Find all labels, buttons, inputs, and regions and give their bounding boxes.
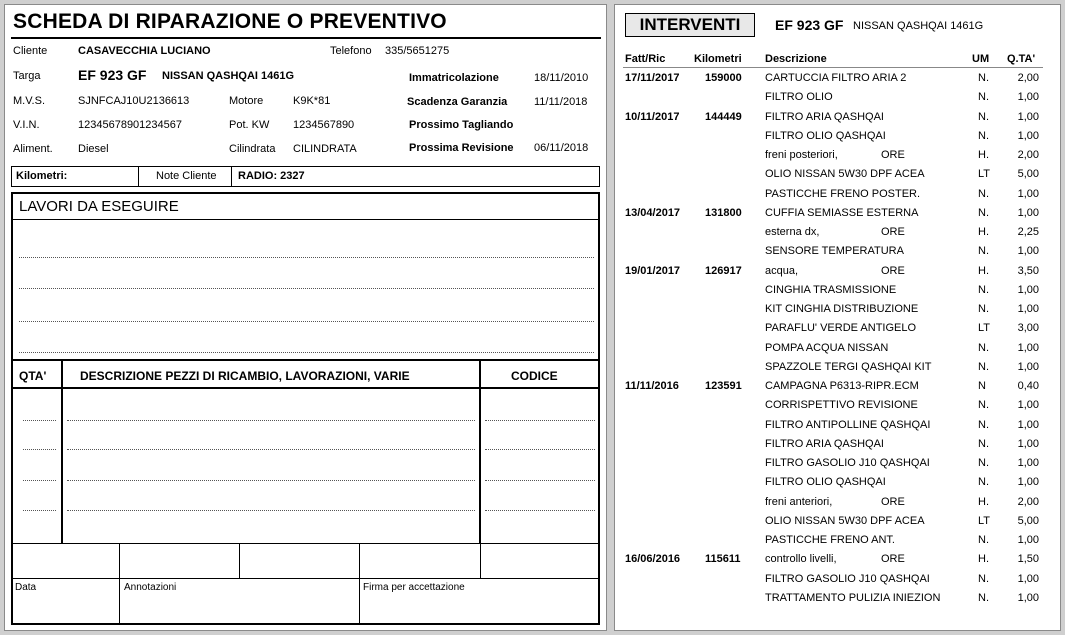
- row-qty: 1,00: [1017, 206, 1039, 219]
- row-qty: 1,00: [1017, 572, 1039, 585]
- revisione-label: Prossima Revisione: [409, 142, 514, 154]
- header-descrizione: Descrizione: [765, 53, 827, 65]
- row-qty: 1,00: [1017, 129, 1039, 142]
- cilindrata-value: CILINDRATA: [293, 143, 357, 155]
- table-row[interactable]: [615, 380, 1062, 399]
- row-um: H.: [978, 495, 989, 508]
- table-row[interactable]: [615, 72, 1062, 91]
- descr-line[interactable]: [67, 510, 475, 511]
- row-qty: 1,00: [1017, 457, 1039, 469]
- scadenza-value: 11/11/2018: [534, 96, 588, 108]
- row-um: N.: [978, 591, 989, 604]
- interventi-targa: EF 923 GF: [775, 17, 844, 33]
- row-qty: 2,25: [1017, 226, 1039, 238]
- table-row[interactable]: [615, 553, 1062, 572]
- qta-line[interactable]: [23, 510, 56, 511]
- table-row[interactable]: [615, 284, 1062, 303]
- table-row[interactable]: [615, 265, 1062, 284]
- descrizione-header: DESCRIZIONE PEZZI DI RICAMBIO, LAVORAZIONI, VARIE: [80, 369, 410, 383]
- row-um: N.: [978, 245, 989, 258]
- info-bar-divider: [231, 167, 232, 186]
- note-cliente-label: Note Cliente: [156, 170, 217, 182]
- immatricolazione-label: Immatricolazione: [409, 72, 499, 84]
- header-qta: Q.TA': [1007, 53, 1036, 65]
- codice-line[interactable]: [485, 510, 595, 511]
- row-kilometri: 126917: [705, 264, 742, 277]
- motore-value: K9K*81: [293, 95, 331, 107]
- header-um: UM: [972, 53, 990, 65]
- parts-top-rule: [12, 359, 599, 361]
- table-row[interactable]: [615, 361, 1062, 380]
- row-descrizione: OLIO NISSAN 5W30 DPF ACEA: [765, 168, 925, 181]
- row-qty: 1,00: [1017, 399, 1039, 412]
- row-qty: 1,50: [1017, 553, 1039, 566]
- row-um: N.: [978, 91, 989, 104]
- row-um: N.: [978, 187, 989, 200]
- row-qty: 0,40: [1017, 380, 1039, 392]
- row-descrizione: POMPA ACQUA NISSAN: [765, 341, 889, 354]
- parts-col-divider: [479, 360, 481, 544]
- title-underline: [11, 37, 601, 39]
- row-qty: 1,00: [1017, 245, 1039, 258]
- interventi-veicolo: NISSAN QASHQAI 1461G: [853, 20, 984, 32]
- motore-label: Motore: [229, 95, 264, 107]
- row-ore: ORE: [881, 149, 905, 161]
- row-date: 13/04/2017: [625, 206, 681, 219]
- row-um: N.: [978, 572, 989, 585]
- row-qty: 1,00: [1017, 303, 1039, 315]
- descr-line[interactable]: [67, 480, 475, 481]
- row-descrizione: CINGHIA TRASMISSIONE: [765, 283, 897, 296]
- row-um: N.: [978, 399, 989, 412]
- codice-line[interactable]: [485, 449, 595, 450]
- row-descrizione: PARAFLU' VERDE ANTIGELO: [765, 322, 917, 335]
- row-qty: 1,00: [1017, 534, 1039, 546]
- header-kilometri: Kilometri: [694, 53, 742, 65]
- bottom-grid-divider: [239, 543, 240, 578]
- row-qty: 1,00: [1017, 110, 1039, 123]
- row-date: 10/11/2017: [625, 110, 680, 123]
- row-kilometri: 144449: [705, 110, 742, 123]
- info-bar-divider: [138, 167, 139, 186]
- lavori-title-rule: [12, 219, 599, 220]
- potkw-value: 1234567890: [293, 119, 355, 131]
- row-qty: 3,50: [1017, 264, 1039, 277]
- row-descrizione: FILTRO GASOLIO J10 QASHQAI: [765, 572, 930, 585]
- row-descrizione: FILTRO ARIA QASHQAI: [765, 437, 884, 450]
- table-row[interactable]: [615, 111, 1062, 130]
- row-kilometri: 131800: [705, 206, 742, 219]
- row-ore: ORE: [881, 226, 905, 238]
- row-qty: 1,00: [1017, 476, 1039, 489]
- row-descrizione: CARTUCCIA FILTRO ARIA 2: [765, 72, 907, 84]
- row-ore: ORE: [881, 495, 905, 508]
- qta-line[interactable]: [23, 420, 56, 421]
- descr-line[interactable]: [67, 420, 475, 421]
- telefono-value: 335/5651275: [385, 45, 450, 57]
- row-qty: 2,00: [1017, 495, 1039, 508]
- row-um: H.: [978, 264, 989, 277]
- row-um: N.: [978, 110, 989, 123]
- codice-line[interactable]: [485, 480, 595, 481]
- tagliando-label: Prossimo Tagliando: [409, 119, 514, 131]
- row-um: N.: [978, 341, 989, 354]
- row-descrizione: TRATTAMENTO PULIZIA INIEZION: [765, 591, 941, 604]
- revisione-value: 06/11/2018: [534, 142, 589, 154]
- row-descrizione: PASTICCHE FRENO ANT.: [765, 534, 895, 546]
- row-um: N.: [978, 437, 989, 450]
- aliment-label: Aliment.: [13, 143, 53, 155]
- row-qty: 2,00: [1017, 72, 1039, 84]
- table-row[interactable]: [615, 303, 1062, 322]
- bottom-grid-divider: [119, 543, 120, 625]
- interventions-panel: [614, 4, 1061, 631]
- table-row[interactable]: [615, 592, 1062, 611]
- row-descrizione: KIT CINGHIA DISTRIBUZIONE: [765, 303, 919, 315]
- row-descrizione: freni posteriori,: [765, 149, 838, 161]
- row-descrizione: OLIO NISSAN 5W30 DPF ACEA: [765, 514, 925, 527]
- lavori-line[interactable]: [19, 352, 594, 353]
- row-descrizione: FILTRO GASOLIO J10 QASHQAI: [765, 457, 930, 469]
- row-um: N.: [978, 283, 989, 296]
- vin-label: V.I.N.: [13, 119, 40, 131]
- row-descrizione: CUFFIA SEMIASSE ESTERNA: [765, 206, 919, 219]
- potkw-label: Pot. KW: [229, 119, 270, 131]
- table-row[interactable]: [615, 188, 1062, 207]
- table-row[interactable]: [615, 476, 1062, 495]
- row-descrizione: FILTRO ARIA QASHQAI: [765, 110, 884, 123]
- codice-header: CODICE: [511, 369, 558, 383]
- row-date: 11/11/2016: [625, 380, 679, 392]
- info-bar: [11, 166, 600, 187]
- vin-value: 12345678901234567: [78, 119, 183, 131]
- row-ore: ORE: [881, 553, 905, 566]
- row-qty: 1,00: [1017, 91, 1039, 104]
- header-rule: [623, 67, 1043, 68]
- row-ore: ORE: [881, 264, 905, 277]
- row-kilometri: 123591: [705, 380, 742, 392]
- row-descrizione: SPAZZOLE TERGI QASHQAI KIT: [765, 360, 932, 373]
- qta-line[interactable]: [23, 449, 56, 450]
- row-qty: 1,00: [1017, 341, 1039, 354]
- table-row[interactable]: [615, 534, 1062, 553]
- table-row[interactable]: [615, 226, 1062, 245]
- row-qty: 1,00: [1017, 283, 1039, 296]
- row-date: 19/01/2017: [625, 264, 681, 277]
- row-kilometri: 159000: [705, 72, 742, 84]
- row-qty: 2,00: [1017, 149, 1039, 161]
- row-um: LT: [978, 514, 991, 527]
- row-qty: 1,00: [1017, 437, 1039, 450]
- bottom-grid-divider: [359, 543, 360, 625]
- table-row[interactable]: [615, 399, 1062, 418]
- table-row[interactable]: [615, 207, 1062, 226]
- row-um: N.: [978, 360, 989, 373]
- lavori-title: LAVORI DA ESEGUIRE: [19, 198, 179, 215]
- row-descrizione: CAMPAGNA P6313-RIPR.ECM: [765, 380, 919, 392]
- row-um: H.: [978, 149, 989, 161]
- row-um: N.: [978, 72, 989, 84]
- row-qty: 3,00: [1017, 322, 1039, 335]
- qta-header: QTA': [19, 369, 47, 383]
- row-qty: 5,00: [1017, 168, 1039, 181]
- row-um: LT: [978, 322, 991, 335]
- aliment-value: Diesel: [78, 143, 109, 155]
- data-label: Data: [15, 582, 37, 593]
- lavori-line[interactable]: [19, 257, 594, 258]
- row-qty: 1,00: [1017, 187, 1039, 200]
- table-row[interactable]: [615, 573, 1062, 592]
- cilindrata-label: Cilindrata: [229, 143, 276, 155]
- parts-col-divider: [61, 360, 63, 544]
- row-um: N: [978, 380, 986, 392]
- bottom-grid-rule: [12, 578, 599, 579]
- row-um: H.: [978, 226, 989, 238]
- codice-line[interactable]: [485, 420, 595, 421]
- annotazioni-label: Annotazioni: [124, 582, 177, 593]
- table-row[interactable]: [615, 91, 1062, 110]
- row-descrizione: FILTRO OLIO: [765, 91, 833, 104]
- repair-sheet-panel: [4, 4, 607, 631]
- table-row[interactable]: [615, 457, 1062, 476]
- row-date: 17/11/2017: [625, 72, 680, 84]
- row-um: H.: [978, 553, 989, 566]
- firma-label: Firma per accettazione: [363, 582, 465, 593]
- table-row[interactable]: [615, 438, 1062, 457]
- table-row[interactable]: [615, 515, 1062, 534]
- table-row[interactable]: [615, 322, 1062, 341]
- row-descrizione: FILTRO OLIO QASHQAI: [765, 476, 886, 489]
- cliente-value: CASAVECCHIA LUCIANO: [78, 45, 211, 57]
- row-descrizione: CORRISPETTIVO REVISIONE: [765, 399, 918, 412]
- row-descrizione: SENSORE TEMPERATURA: [765, 245, 904, 258]
- row-um: LT: [978, 168, 991, 181]
- row-descrizione: FILTRO ANTIPOLLINE QASHQAI: [765, 418, 931, 431]
- interventi-title: INTERVENTI: [625, 13, 755, 37]
- sheet-title: SCHEDA DI RIPARAZIONE O PREVENTIVO: [13, 10, 447, 33]
- mvs-value: SJNFCAJ10U2136613: [78, 95, 190, 107]
- telefono-label: Telefono: [330, 45, 372, 57]
- row-um: N.: [978, 476, 989, 489]
- row-descrizione: PASTICCHE FRENO POSTER.: [765, 187, 921, 200]
- qta-line[interactable]: [23, 480, 56, 481]
- cliente-label: Cliente: [13, 45, 48, 57]
- row-um: N.: [978, 534, 989, 546]
- row-um: N.: [978, 206, 989, 219]
- row-kilometri: 115611: [705, 553, 741, 566]
- bottom-grid-rule: [12, 543, 599, 544]
- descr-line[interactable]: [67, 449, 475, 450]
- kilometri-label: Kilometri:: [16, 170, 68, 182]
- header-fatt-ric: Fatt/Ric: [625, 53, 666, 65]
- row-qty: 5,00: [1017, 514, 1039, 527]
- radio-label: RADIO: 2327: [238, 170, 305, 182]
- veicolo-value: NISSAN QASHQAI 1461G: [162, 70, 295, 82]
- row-descrizione: acqua,: [765, 264, 799, 277]
- table-row[interactable]: [615, 245, 1062, 264]
- lavori-line[interactable]: [19, 288, 594, 289]
- mvs-label: M.V.S.: [13, 95, 45, 107]
- row-descrizione: esterna dx,: [765, 226, 820, 238]
- table-row[interactable]: [615, 130, 1062, 149]
- row-date: 16/06/2016: [625, 553, 681, 566]
- row-descrizione: freni anteriori,: [765, 495, 833, 508]
- targa-value: EF 923 GF: [78, 67, 147, 83]
- table-row[interactable]: [615, 419, 1062, 438]
- row-qty: 1,00: [1017, 591, 1039, 604]
- targa-label: Targa: [13, 70, 41, 82]
- table-row[interactable]: [615, 342, 1062, 361]
- lavori-line[interactable]: [19, 321, 594, 322]
- table-row[interactable]: [615, 168, 1062, 187]
- row-um: N.: [978, 303, 989, 315]
- row-qty: 1,00: [1017, 418, 1039, 431]
- row-qty: 1,00: [1017, 360, 1039, 373]
- row-um: N.: [978, 457, 989, 469]
- row-descrizione: controllo livelli,: [765, 553, 837, 566]
- parts-header-rule: [12, 387, 599, 389]
- scadenza-label: Scadenza Garanzia: [407, 96, 508, 108]
- bottom-grid-divider: [480, 543, 481, 578]
- table-row[interactable]: [615, 149, 1062, 168]
- row-um: N.: [978, 418, 989, 431]
- row-um: N.: [978, 129, 989, 142]
- table-row[interactable]: [615, 496, 1062, 515]
- immatricolazione-value: 18/11/2010: [534, 72, 589, 84]
- row-descrizione: FILTRO OLIO QASHQAI: [765, 129, 886, 142]
